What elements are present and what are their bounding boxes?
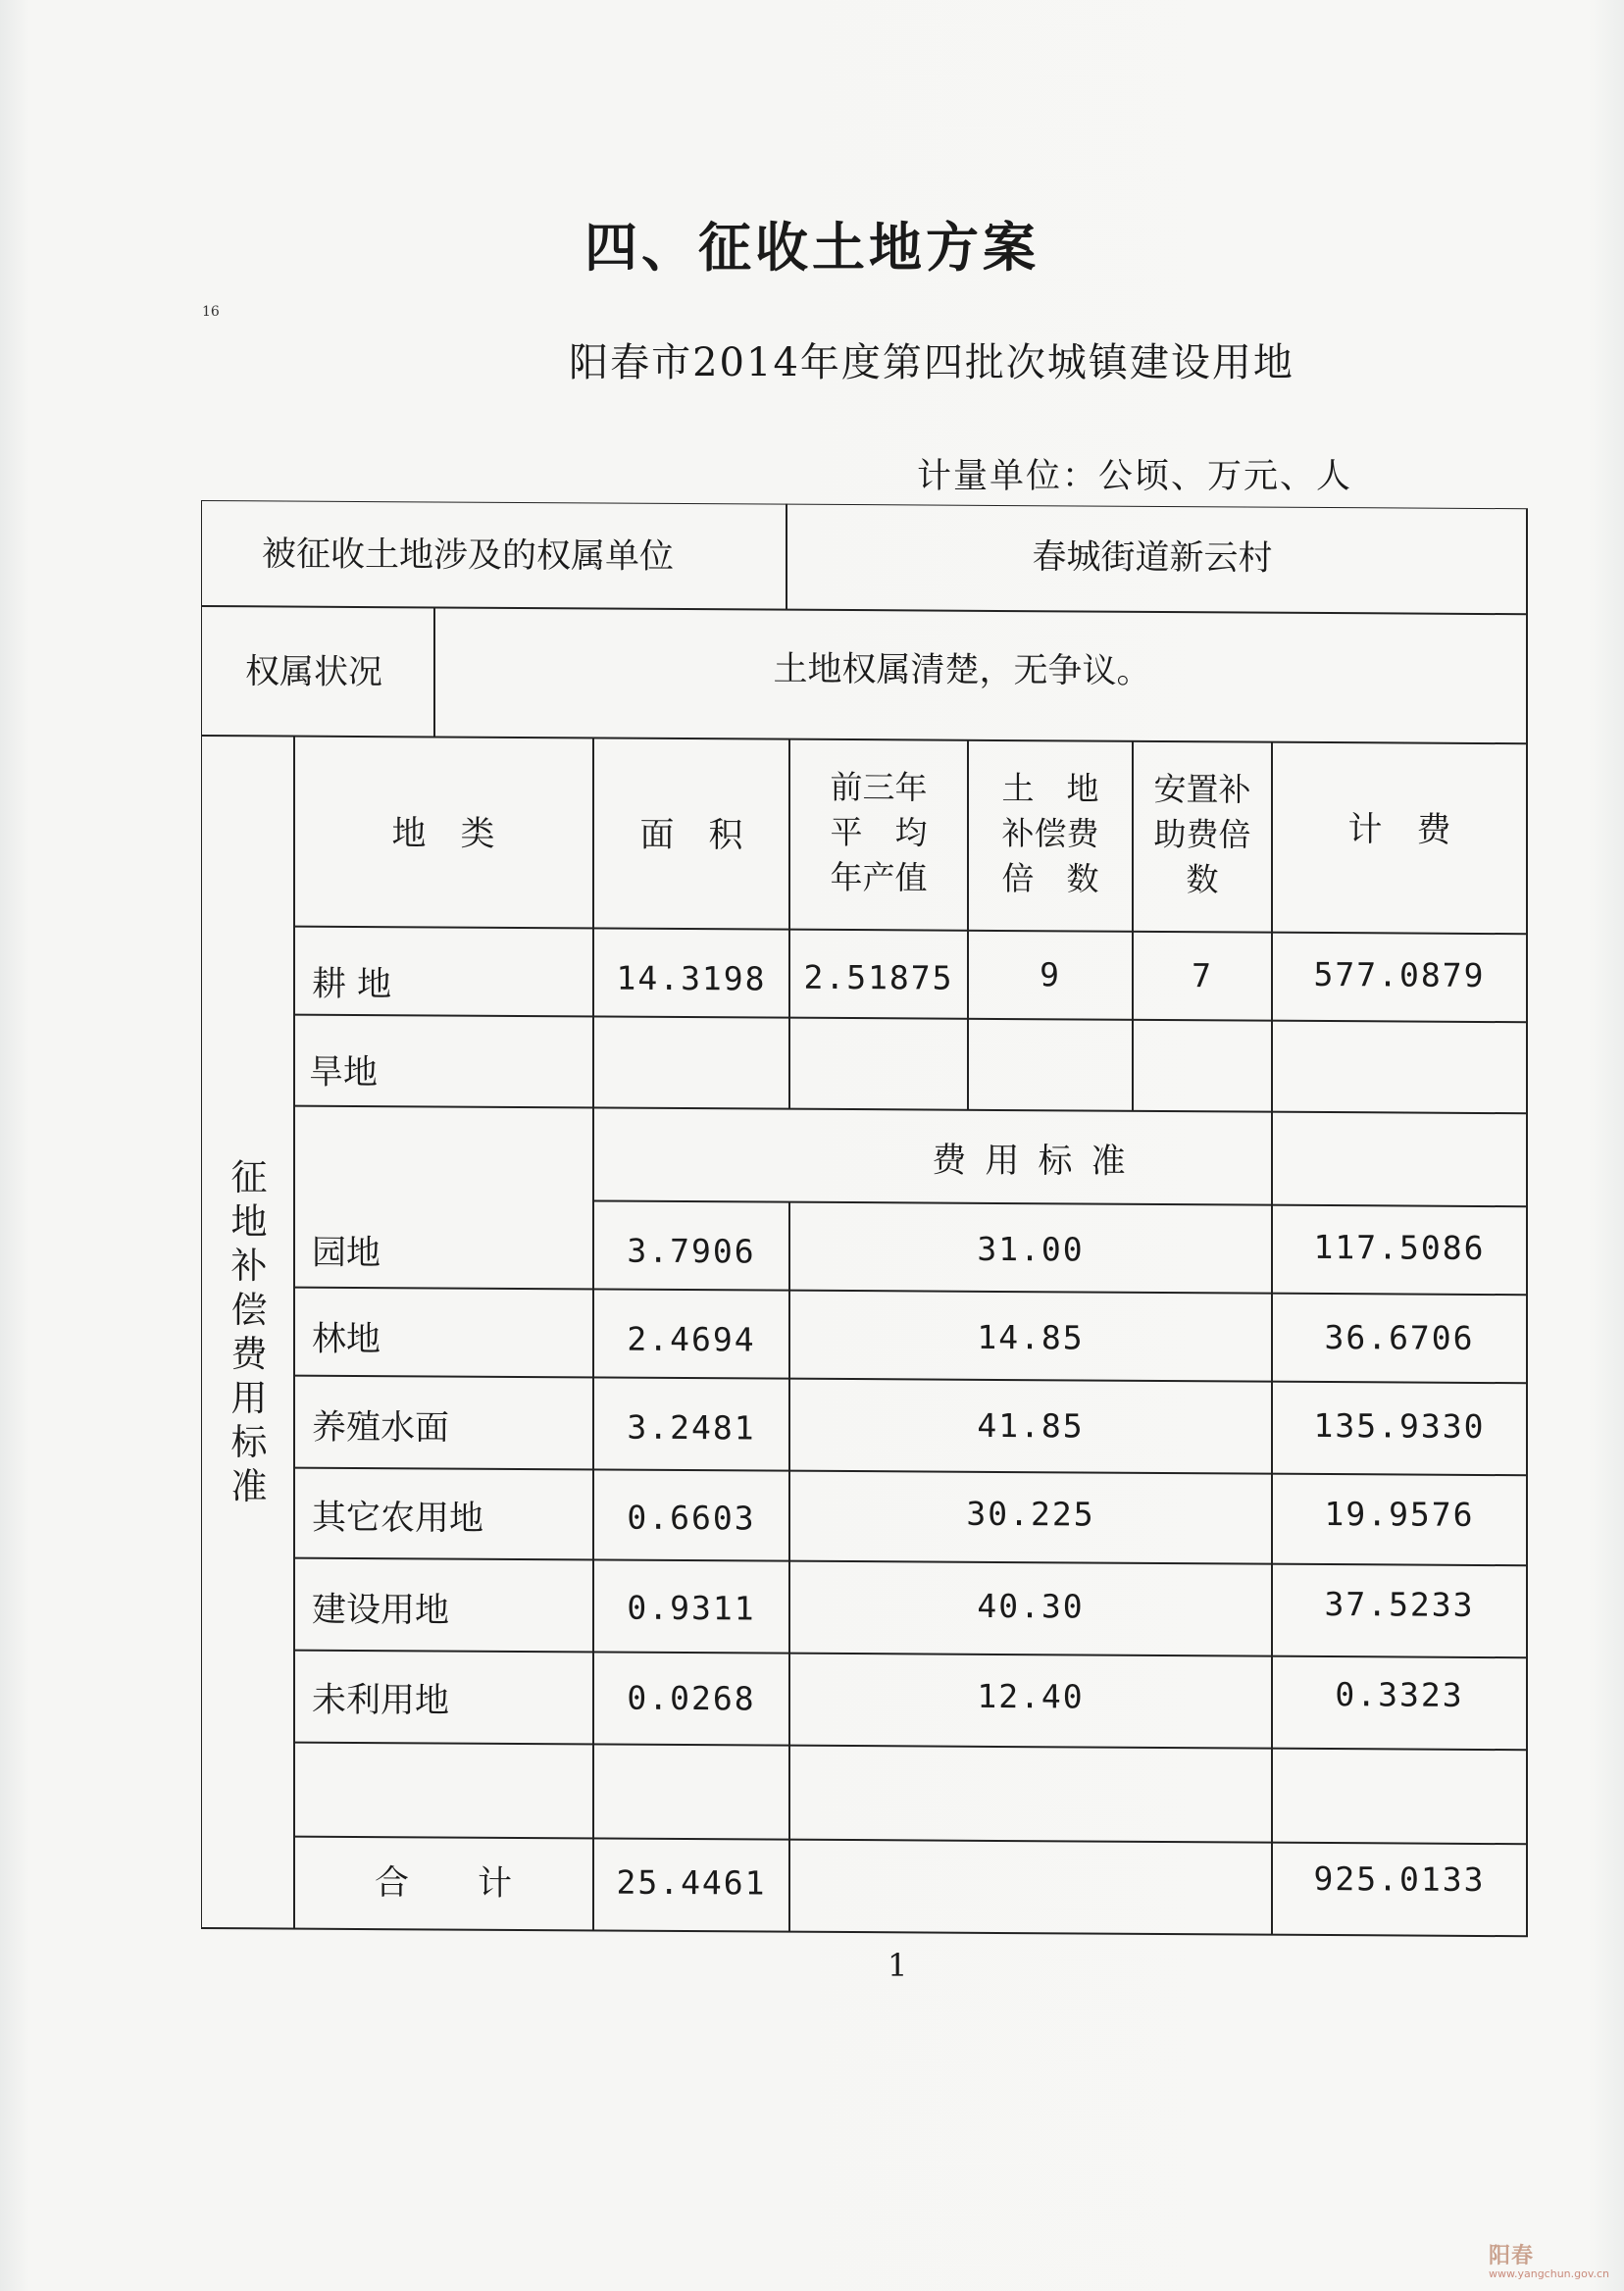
status-value: 土地权属清楚，无争议。 bbox=[773, 649, 1151, 691]
total-label: 合 计 bbox=[374, 1863, 513, 1904]
std-row-standard: 41.85 bbox=[977, 1405, 1085, 1446]
total-area: 25.4461 bbox=[616, 1862, 767, 1903]
standard-header: 费 用 标 准 bbox=[932, 1141, 1130, 1182]
row-type: 耕 地 bbox=[312, 964, 392, 1005]
std-row-standard: 30.225 bbox=[966, 1494, 1095, 1534]
std-row-fee: 117.5086 bbox=[1313, 1227, 1486, 1267]
watermark-website: www.yangchun.gov.cn bbox=[1489, 2267, 1610, 2280]
std-row-standard: 40.30 bbox=[977, 1586, 1085, 1626]
std-row-fee: 19.9576 bbox=[1324, 1494, 1475, 1534]
header-avg-output: 前三年平 均年产值 bbox=[830, 767, 928, 897]
std-row-area: 0.6603 bbox=[627, 1498, 756, 1538]
row-type-dry: 旱地 bbox=[309, 1052, 379, 1094]
section-label: 征地补偿费用标准 bbox=[230, 1156, 268, 1508]
std-row-type: 园地 bbox=[312, 1233, 381, 1274]
std-row-fee: 37.5233 bbox=[1324, 1584, 1475, 1624]
row-comp: 9 bbox=[1040, 955, 1061, 994]
document-subtitle: 阳春市2014年度第四批次城镇建设用地 bbox=[569, 340, 1294, 385]
std-row-fee: 0.3323 bbox=[1335, 1675, 1464, 1714]
row-area: 14.3198 bbox=[616, 958, 767, 998]
header-resettle-multiple: 安置补助费倍数 bbox=[1153, 769, 1251, 899]
header-comp-multiple: 土 地补偿费倍 数 bbox=[1001, 768, 1099, 898]
std-row-area: 2.4694 bbox=[627, 1319, 756, 1359]
watermark-logo: 阳春 bbox=[1489, 2244, 1535, 2268]
std-row-type: 建设用地 bbox=[312, 1590, 450, 1631]
row-avg-output: 2.51875 bbox=[803, 957, 954, 997]
std-row-area: 0.9311 bbox=[627, 1588, 756, 1628]
row-fee: 577.0879 bbox=[1313, 954, 1486, 994]
page-number: 1 bbox=[888, 1947, 908, 1984]
std-row-area: 3.7906 bbox=[627, 1231, 756, 1271]
std-row-fee: 135.9330 bbox=[1313, 1405, 1486, 1446]
std-row-type: 其它农用地 bbox=[312, 1498, 484, 1539]
std-row-fee: 36.6706 bbox=[1324, 1317, 1475, 1357]
ownership-label: 被征收土地涉及的权属单位 bbox=[262, 535, 675, 577]
compensation-table bbox=[201, 500, 1530, 1938]
table-grid bbox=[201, 500, 1530, 1938]
unit-note: 计量单位：公顷、万元、人 bbox=[917, 457, 1353, 496]
std-row-type: 养殖水面 bbox=[312, 1407, 450, 1449]
ownership-value: 春城街道新云村 bbox=[1032, 537, 1273, 579]
header-land-type: 地 类 bbox=[391, 814, 495, 854]
row-resettle: 7 bbox=[1192, 956, 1213, 995]
std-row-standard: 31.00 bbox=[977, 1229, 1085, 1269]
std-row-area: 3.2481 bbox=[627, 1407, 756, 1448]
std-row-standard: 14.85 bbox=[977, 1317, 1085, 1357]
total-fee: 925.0133 bbox=[1313, 1858, 1486, 1899]
status-label: 权属状况 bbox=[245, 652, 383, 693]
header-area: 面 积 bbox=[639, 815, 743, 856]
std-row-standard: 12.40 bbox=[977, 1676, 1085, 1716]
std-row-type: 林地 bbox=[312, 1319, 381, 1360]
std-row-area: 0.0268 bbox=[627, 1678, 756, 1718]
header-fee: 计 费 bbox=[1347, 810, 1451, 850]
document-title: 四、征收土地方案 bbox=[584, 217, 1040, 279]
std-row-type: 未利用地 bbox=[312, 1680, 450, 1721]
corner-number: 16 bbox=[202, 304, 220, 320]
